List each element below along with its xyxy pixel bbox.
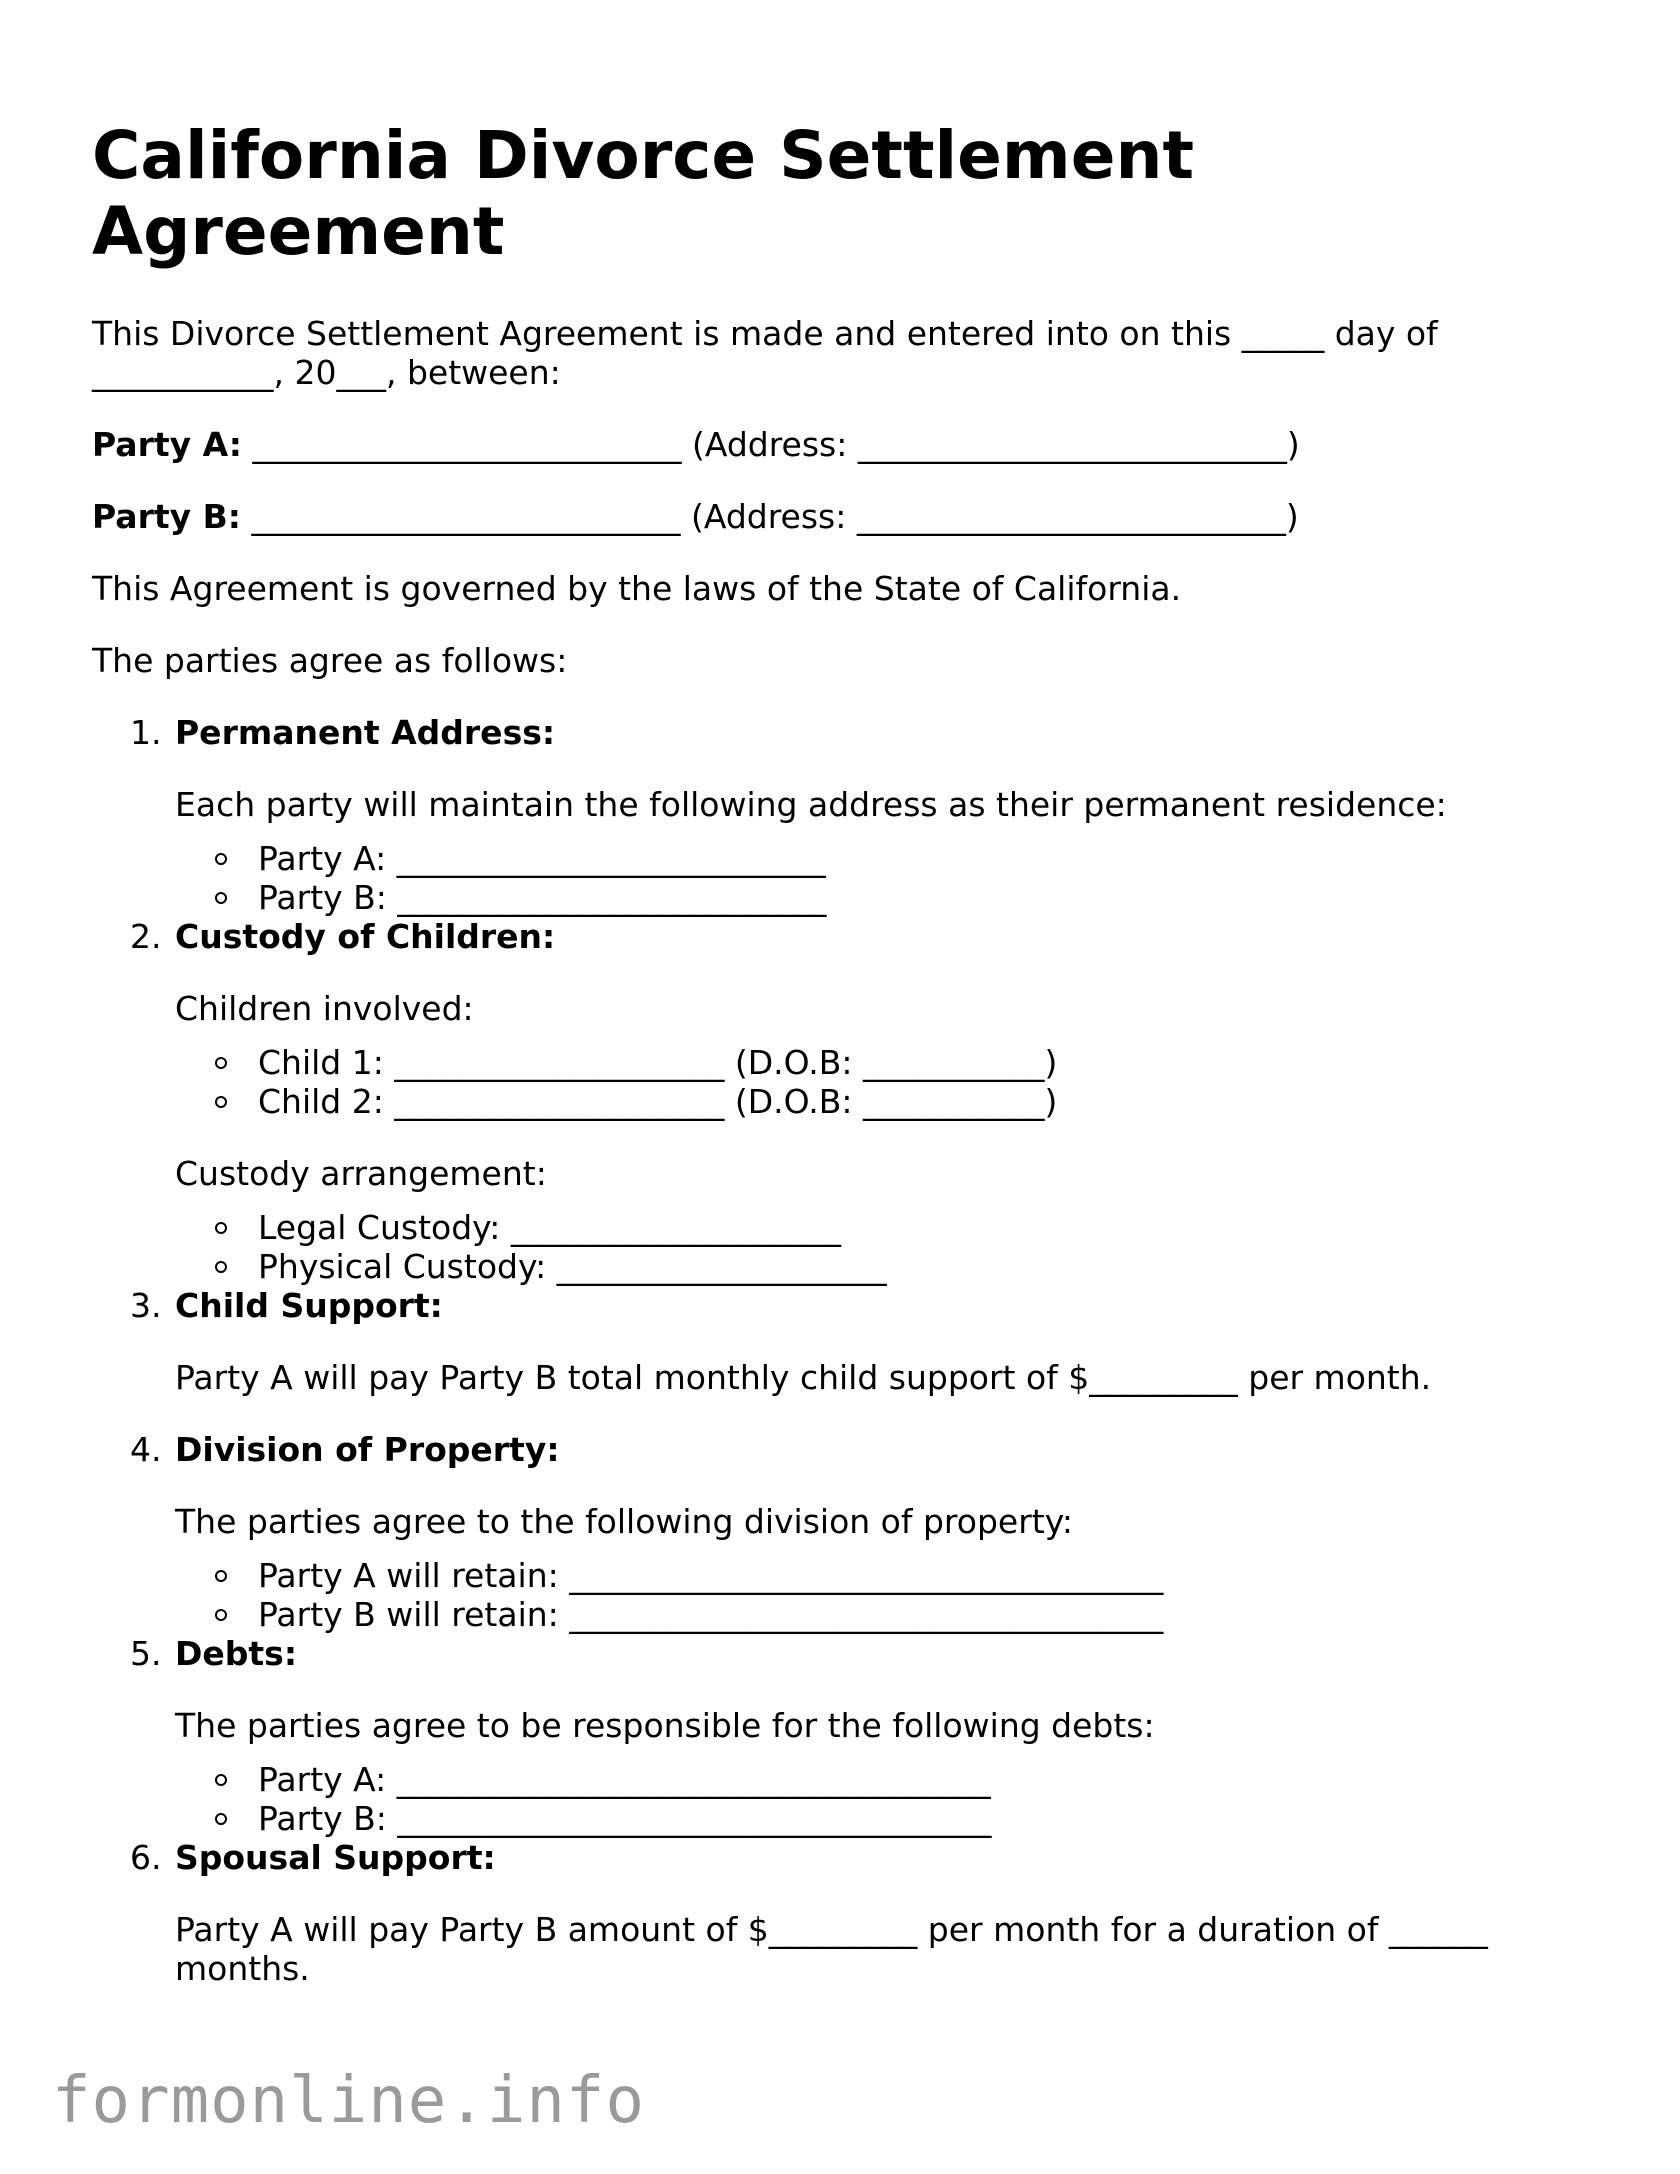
governing-law: This Agreement is governed by the laws of the State of California. xyxy=(92,569,1182,608)
section-number: 3. xyxy=(130,1286,162,1325)
section-heading: Custody of Children: xyxy=(175,917,556,956)
bullet-icon xyxy=(215,1222,227,1234)
section-heading: Division of Property: xyxy=(175,1430,560,1469)
terms-list xyxy=(92,713,1592,1988)
section-heading: Permanent Address: xyxy=(175,713,556,752)
section-text-2: Custody arrangement: xyxy=(175,1154,547,1193)
section-text: The parties agree to be responsible for the following debts: xyxy=(175,1706,1155,1745)
section-text-cont: months. xyxy=(175,1949,310,1988)
section-number: 2. xyxy=(130,917,162,956)
party-a-label: Party A: xyxy=(92,425,242,464)
section-text[interactable]: Party A will pay Party B total monthly child support of $_________ per month. xyxy=(175,1358,1432,1397)
watermark: formonline.info xyxy=(52,2064,645,2138)
list-item[interactable]: Party A: __________________________ xyxy=(175,839,1592,878)
section-division-of-property xyxy=(92,1430,1592,1634)
section-number: 1. xyxy=(130,713,162,752)
bullet-icon xyxy=(215,1570,227,1582)
section-permanent-address xyxy=(92,713,1592,917)
section-child-support xyxy=(92,1286,1592,1397)
section-text: The parties agree to the following division of property: xyxy=(175,1502,1073,1541)
document-title: California Divorce Settlement Agreement xyxy=(92,117,1194,270)
bullet-icon xyxy=(215,1057,227,1069)
list-item[interactable]: Party A: ____________________________________ xyxy=(175,1760,1592,1799)
list-item[interactable]: Party B will retain: ____________________________________ xyxy=(175,1595,1592,1634)
bullet-icon xyxy=(215,853,227,865)
address-list xyxy=(175,839,1592,917)
list-item[interactable]: Party B: __________________________ xyxy=(175,878,1592,917)
list-item[interactable]: Party A will retain: ____________________________________ xyxy=(175,1556,1592,1595)
section-text: Children involved: xyxy=(175,989,474,1028)
children-list xyxy=(175,1043,1592,1121)
party-a-fields[interactable]: __________________________ (Address: __________________________) xyxy=(241,425,1300,464)
section-heading: Debts: xyxy=(175,1634,298,1673)
section-number: 4. xyxy=(130,1430,162,1469)
bullet-icon xyxy=(215,1261,227,1273)
bullet-icon xyxy=(215,1774,227,1786)
document-page xyxy=(92,118,1592,1988)
list-item[interactable]: Party B: ____________________________________ xyxy=(175,1799,1592,1838)
list-item[interactable]: Legal Custody: ____________________ xyxy=(175,1208,1592,1247)
agree-intro: The parties agree as follows: xyxy=(92,641,568,680)
bullet-icon xyxy=(215,1609,227,1621)
section-spousal-support xyxy=(92,1838,1592,1988)
intro-line-2: ___________, 20___, between: xyxy=(92,353,561,392)
bullet-icon xyxy=(215,1096,227,1108)
intro-line-1: This Divorce Settlement Agreement is made and entered into on this _____ day of xyxy=(92,314,1438,353)
party-b-label: Party B: xyxy=(92,497,241,536)
debts-list xyxy=(175,1760,1592,1838)
section-heading: Spousal Support: xyxy=(175,1838,496,1877)
section-custody xyxy=(92,917,1592,1286)
section-number: 5. xyxy=(130,1634,162,1673)
section-heading: Child Support: xyxy=(175,1286,443,1325)
property-list xyxy=(175,1556,1592,1634)
party-b-line xyxy=(92,497,1592,536)
section-debts xyxy=(92,1634,1592,1838)
list-item[interactable]: Child 1: ____________________ (D.O.B: ___________) xyxy=(175,1043,1592,1082)
section-text[interactable]: Party A will pay Party B amount of $_________ per month for a duration of ______ xyxy=(175,1910,1488,1949)
bullet-icon xyxy=(215,1813,227,1825)
custody-list xyxy=(175,1208,1592,1286)
list-item[interactable]: Physical Custody: ____________________ xyxy=(175,1247,1592,1286)
list-item[interactable]: Child 2: ____________________ (D.O.B: ___________) xyxy=(175,1082,1592,1121)
party-a-line xyxy=(92,425,1592,464)
section-number: 6. xyxy=(130,1838,162,1877)
party-b-fields[interactable]: __________________________ (Address: __________________________) xyxy=(240,497,1299,536)
bullet-icon xyxy=(215,892,227,904)
section-text: Each party will maintain the following address as their permanent residence: xyxy=(175,785,1447,824)
